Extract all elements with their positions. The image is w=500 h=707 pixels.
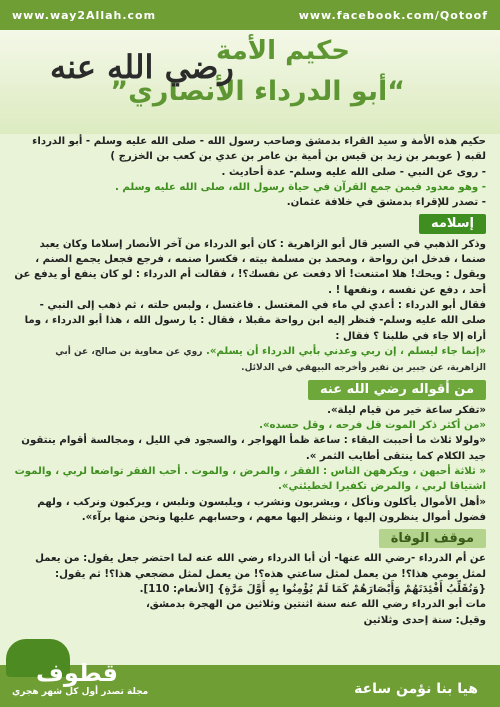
article-body [14,134,486,628]
intro-line-highlight: - وهو معدود فيمن جمع القرآن في حياة رسول الله، صلى الله عليه وسلم . [114,181,486,193]
section-heading-sayings: من أقواله رضي الله عنه [308,380,486,399]
death-paragraph: مات أبو الدرداء رضي الله عنه سنة اثنتين وثلاثين من الهجرة بدمشق، [145,599,486,611]
title-honorific: رضي الله عنه [50,48,234,86]
intro-line: - تصدر للإقراء بدمشق في خلافة عثمان. [286,197,486,209]
saying-item: «أهل الأموال يأكلون ونأكل ، ويشربون ونشرب ، ويلبسون ونلبس ، ويركبون ونركب ، ولهم فضول أموال ينظرون إليها ، وننظر إليها معهم ، وحسابهم عليها ونحن منها برآء». [37,496,486,523]
islam-source: روي عن معاوية بن صالح، عن أبي الزاهرية، عن جبير بن نفير وأخرجه البيهقي في الدلائل. [55,346,486,374]
islam-hadith-quote: «إنما جاء ليسلم ، إن ربي وعدني بأبي الدرداء أن يسلم». [205,345,486,357]
section-heading-death: موقف الوفاة [379,529,486,548]
intro-line: - روى عن النبي - صلى الله عليه وسلم- عدة أحاديث . [221,166,486,178]
saying-item: «من أكثر ذكر الموت قل فرحه ، وقل حسده». [259,420,486,432]
islam-paragraph: وذكر الذهبي في السير قال أبو الزاهرية : كان أبو الدرداء من آخر الأنصار إسلاما وكان يعبد صنما ، فدخل ابن رواحة ، ومحمد بن مسلمة بيته ، فكسرا صنمه ، فرجع فجعل يجمع الصنم ، ويقول : ويحك! هلا امتنعت! ألا دفعت عن نفسك؟! ، فقالت أم الدرداء : لو كان ينفع أو يدفع عن أحد ، دفع عن نفسه ، ونفعها ! . [14,238,486,296]
islam-paragraph: فقال أبو الدرداء : أعدي لي ماء في المغتسل . فاغتسل ، ولبس حلته ، ثم ذهب إلى النبي - صلى الله عليه وسلم- فنظر إليه ابن رواحة مقبلا ، فقال : يا رسول الله ، هذا أبو الدرداء ، وما أراه إلا جاء في طلبنا ؟ فقال : [24,299,486,342]
death-paragraph: وقيل: سنة إحدى وثلاثين [363,614,486,626]
facebook-url[interactable]: www.facebook.com/Qotoof [298,8,488,22]
saying-item: «ولولا ثلاث ما أحببت البقاء : ساعة ظمأ الهواجر ، والسجود في الليل ، ومجالسة أقوام ينتقون جيد الكلام كما ينتقى أطايب الثمر ». [21,435,486,462]
footer-slogan: هيا بنا نؤمن ساعة [354,681,478,697]
death-paragraph: عن أم الدرداء -رضي الله عنها- أن أبا الدرداء رضي الله عنه لما احتضر جعل يقول: من يعمل لمثل يومي هذا؟! من يعمل لمثل ساعتي هذه؟! من يعمل لمثل مضجعي هذا؟! ثم يقول: {وَنُقَلِّبُ أَفْئِدَتَهُمْ وَأَبْصَارَهُمْ كَمَا لَمْ يُؤْمِنُوا بِهِ أَوَّلَ مَرَّةٍ} [الأنعام: 110]. [35,553,486,596]
top-bar [0,0,500,30]
page-subtitle: “أبو الدرداء الأنصاري” [110,76,405,107]
section-heading-islam: إسلامه [419,214,486,233]
page-title: حكيم الأمة [215,36,350,66]
logo-wordmark: قطوف [36,659,119,687]
title-area [0,30,500,134]
saying-item: «تفكر ساعة خير من قيام ليلة». [327,404,486,416]
magazine-logo [6,659,149,703]
website-url[interactable]: www.way2Allah.com [12,8,157,22]
logo-tagline: مجلة تصدر أول كل شهر هجري [12,687,149,697]
saying-item: « ثلاثة أحبهن ، ويكرههن الناس : الفقر ، والمرض ، والموت . أحب الفقر تواضعا لربي ، والموت اشتياقا لربي ، والمرض تكفيرا لخطيئتي». [14,465,486,493]
intro-paragraph: حكيم هذه الأمة و سيد القراء بدمشق وصاحب رسول الله - صلى الله عليه وسلم - أبو الدرداء لقبه ( عويمر بن زيد بن قيس بن أمية بن عامر بن عدي بن كعب بن الخزرج ) [32,136,486,163]
